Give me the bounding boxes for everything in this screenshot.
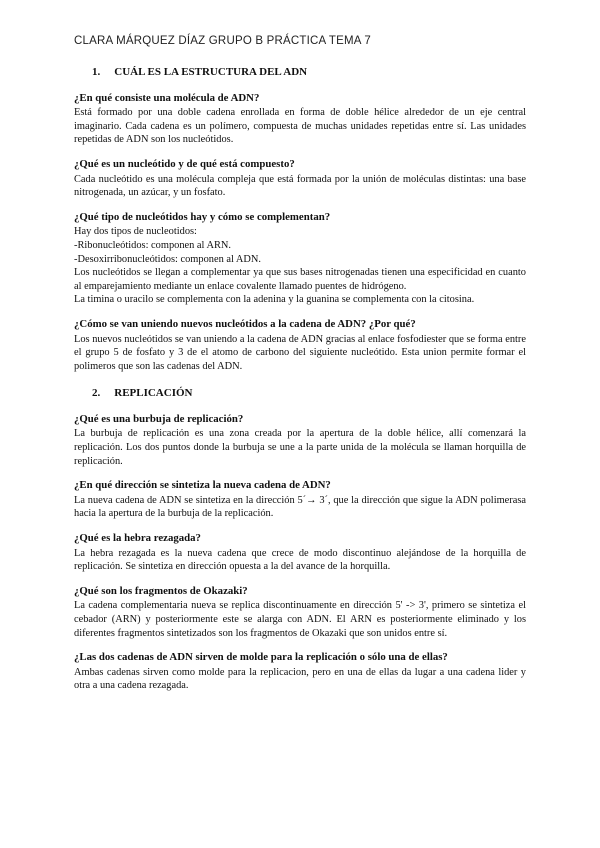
qa-block <box>74 532 526 574</box>
qa-block <box>74 211 526 307</box>
answer: Ambas cadenas sirven como molde para la replicacion, pero en una de ellas da lugar a una cadena lider y otra a una cadena rezagada. <box>74 666 526 692</box>
question: ¿Cómo se van uniendo nuevos nucleótidos a la cadena de ADN? ¿Por qué? <box>74 317 416 330</box>
qa-block <box>74 92 526 147</box>
section-title <box>92 66 526 80</box>
question: ¿Qué tipo de nucleótidos hay y cómo se complementan? <box>74 210 331 223</box>
qa-block <box>74 158 526 200</box>
section-title <box>92 387 526 401</box>
answer: Los nuevos nucleótidos se van uniendo a la cadena de ADN gracias al enlace fosfodiester que se forma entre el grupo 5 de fosfato y 3 de el atomo de carbono del siguiente nucleótido. Esta union permite formar el polimeros que son las cadenas del ADN. <box>74 333 526 372</box>
document-header: CLARA MÁRQUEZ DÍAZ GRUPO B PRÁCTICA TEMA 7 <box>74 35 372 47</box>
qa-block <box>74 651 526 693</box>
answer: La cadena complementaria nueva se replica discontinuamente en dirección 5' -> 3', primero se sintetiza el cebador (ARN) y posteriormente este se alarga con ADN. El ARN es posteriormente eliminado y los diferentes fragmentos sintetizados son los fragmentos de Okazaki que son unidos entre sí. <box>74 600 526 639</box>
answer: La timina o uracilo se complementa con la adenina y la guanina se complementa con la citosina. <box>74 294 475 306</box>
answer: La nueva cadena de ADN se sintetiza en la dirección 5´→ 3´, que la dirección que sigue la ADN polimerasa hacia la apertura de la burbuja de la replicación. <box>74 494 526 520</box>
question: ¿Qué son los fragmentos de Okazaki? <box>74 584 248 597</box>
question: ¿Qué es una burbuja de replicación? <box>74 412 244 425</box>
answer: La burbuja de replicación es una zona creada por la apertura de la doble hélice, allí comenzará la replicación. Los dos puntos donde la burbuja se une a la parte unida de la molécula se llaman horquilla de replicación. <box>74 428 526 467</box>
qa-block <box>74 585 526 640</box>
section-number: 2. <box>92 387 101 400</box>
qa-block <box>74 479 526 521</box>
qa-block <box>74 318 526 373</box>
section-number: 1. <box>92 66 101 78</box>
question: ¿En qué dirección se sintetiza la nueva cadena de ADN? <box>74 479 331 492</box>
question: ¿Qué es un nucleótido y de qué está compuesto? <box>74 157 295 170</box>
answer: Los nucleótidos se llegan a complementar ya que sus bases nitrogenadas tienen una especificidad en cuanto al emparejamiento mediante un enlace covalente llamado puentes de hidrógeno. <box>74 267 526 292</box>
question: ¿Qué es la hebra rezagada? <box>74 532 201 545</box>
answer: Está formado por una doble cadena enrollada en forma de doble hélice alrededor de un eje central imaginario. Cada cadena es un polímero, compuesta de muchas unidades repetidas entre sí. Las unidades repetidas de ADN son los nucleótidos. <box>74 107 526 146</box>
answer: La hebra rezagada es la nueva cadena que crece de modo discontinuo alejándose de la horquilla de replicación. Se sintetiza en dirección opuesta a la del avance de la horquilla. <box>74 547 526 573</box>
section-heading: CUÁL ES LA ESTRUCTURA DEL ADN <box>114 66 308 78</box>
answer-line: -Desoxirribonucleótidos: componen al ADN. <box>74 253 261 265</box>
answer-line: -Ribonucleótidos: componen al ARN. <box>74 239 231 251</box>
section-heading: REPLICACIÓN <box>114 387 193 400</box>
question: ¿En qué consiste una molécula de ADN? <box>74 91 260 104</box>
question: ¿Las dos cadenas de ADN sirven de molde para la replicación o sólo una de ellas? <box>74 651 448 664</box>
answer-line: Hay dos tipos de nucleotidos: <box>74 226 197 238</box>
answer: Cada nucleótido es una molécula compleja que está formada por la unión de moléculas distintas: una base nitrogenada, un azúcar, y un fosfato. <box>74 173 526 199</box>
qa-block <box>74 413 526 468</box>
document-body <box>74 66 526 704</box>
